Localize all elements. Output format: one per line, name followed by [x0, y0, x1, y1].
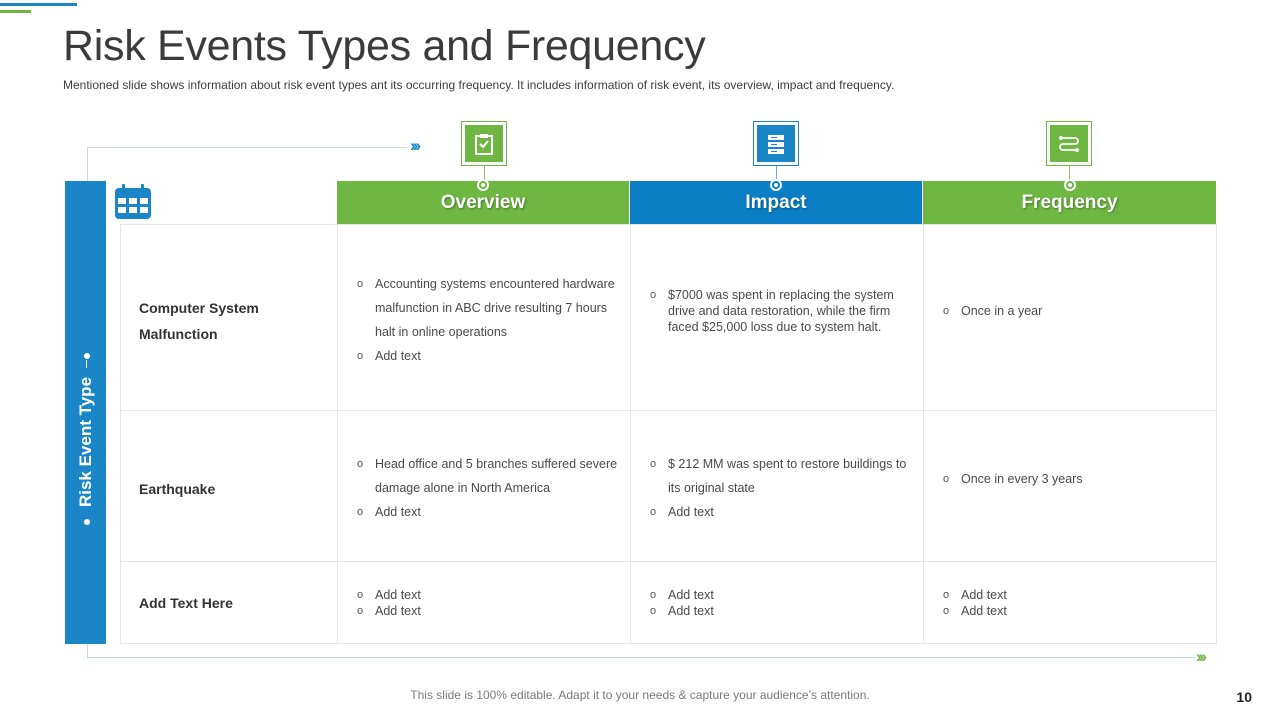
row-label: Earthquake	[139, 481, 216, 497]
list-item: o $7000 was spent in replacing the system drive and data restoration, while the firm faced $25,000 loss due to system halt.	[650, 287, 912, 335]
row-label: Computer System Malfunction	[139, 300, 259, 342]
page-number: 10	[1236, 689, 1252, 705]
clipboard-icon	[474, 133, 494, 155]
table-cell-impact	[650, 287, 912, 335]
chevron-right-icon: ›››	[1196, 647, 1204, 666]
list-item: o Add text	[357, 344, 619, 368]
table-cell-overview	[357, 587, 619, 619]
list-item: o Add text	[943, 587, 1205, 603]
list-item: o $ 212 MM was spent to restore buildings to its original state	[650, 452, 912, 500]
slide-title: Risk Events Types and Frequency	[63, 22, 706, 70]
band-dot	[84, 353, 90, 359]
table-cell-frequency	[943, 471, 1205, 487]
database-icon	[766, 133, 786, 155]
table-cell-overview	[357, 452, 619, 524]
impact-icon-box	[753, 121, 799, 166]
chevron-right-icon: ›››	[410, 136, 418, 155]
column-header-impact: Impact	[630, 181, 922, 224]
table-cell-frequency	[943, 303, 1205, 319]
footer-note: This slide is 100% editable. Adapt it to your needs & capture your audience’s attention.	[410, 688, 870, 702]
process-flow-icon	[1058, 133, 1080, 155]
overview-icon-box	[461, 121, 507, 166]
slide-subtitle: Mentioned slide shows information about risk event types ant its occurring frequency. It includes information of risk event, its overview, impact and frequency.	[63, 78, 895, 92]
list-item: o Once in a year	[943, 303, 1205, 319]
column-header-frequency: Frequency	[923, 181, 1216, 224]
frequency-icon-box	[1046, 121, 1092, 166]
list-item: o Head office and 5 branches suffered severe damage alone in North America	[357, 452, 619, 500]
list-item: o Add text	[650, 603, 912, 619]
list-item: o Add text	[357, 500, 619, 524]
accent-bar-blue	[0, 3, 77, 6]
risk-event-type-label: Risk Event Type	[76, 376, 95, 508]
list-item: o Accounting systems encountered hardware malfunction in ABC drive resulting 7 hours halt in online operations	[357, 272, 619, 344]
accent-bar-green	[0, 10, 31, 13]
row-label: Add Text Here	[139, 595, 233, 611]
band-dot	[84, 519, 90, 525]
list-item: o Add text	[357, 587, 619, 603]
calendar-icon	[114, 183, 152, 220]
table-cell-impact	[650, 452, 912, 524]
list-item: o Add text	[650, 500, 912, 524]
list-item: o Add text	[650, 587, 912, 603]
list-item: o Once in every 3 years	[943, 471, 1205, 487]
table-cell-overview	[357, 272, 619, 368]
table-cell-impact	[650, 587, 912, 619]
list-item: o Add text	[943, 603, 1205, 619]
connector-line-bottom	[87, 657, 1195, 658]
connector-line-top	[87, 147, 407, 148]
list-item: o Add text	[357, 603, 619, 619]
column-header-overview: Overview	[337, 181, 629, 224]
table-cell-frequency	[943, 587, 1205, 619]
